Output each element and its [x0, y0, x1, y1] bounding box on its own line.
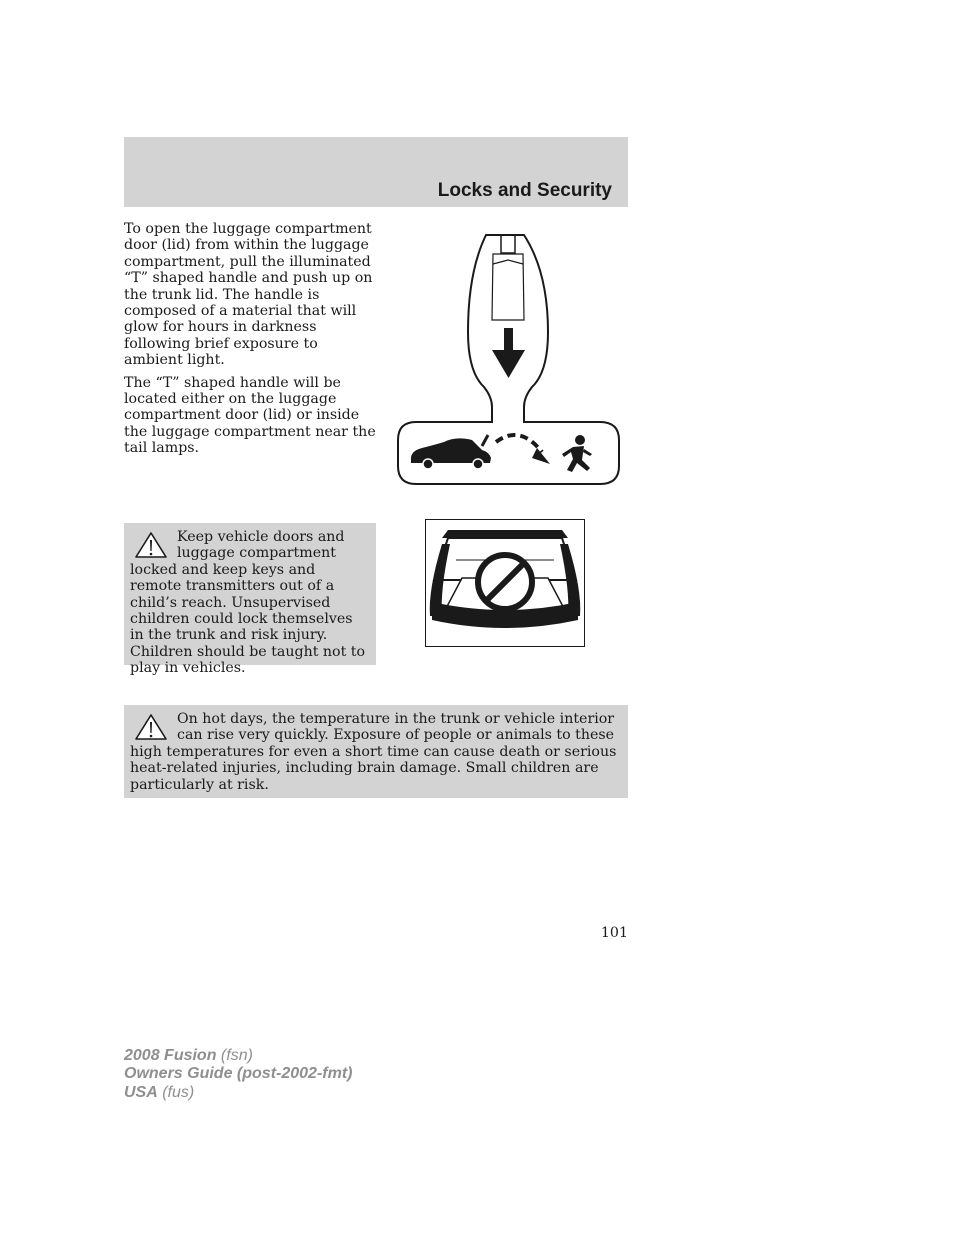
footer-line-guide: Owners Guide (post-2002-fmt) [124, 1065, 353, 1083]
t-handle-illustration [396, 232, 620, 486]
paragraph-1: To open the luggage compartment door (lid) from within the luggage compartment, pull the illuminated “T” shaped handle and push up on the trunk lid. The handle is composed of a material that will glow for hours in darkness following brief exposure to ambient light. [124, 221, 373, 369]
section-header-band [124, 137, 628, 207]
document-footer [124, 1047, 352, 1102]
paragraph-2: The “T” shaped handle will be located either on the luggage compartment door (lid) or inside the luggage compartment near the tail lamps. [124, 374, 376, 457]
warning-text: Keep vehicle doors and luggage compartment locked and keep keys and remote transmitters out of a child’s reach. Unsupervised children could lock themselves in the trunk and risk injury. Children should be taught not to play in vehicles. [130, 529, 366, 677]
footer-line-model: 2008 Fusion (fsn) [124, 1047, 253, 1064]
page-number: 101 [600, 925, 628, 941]
footer-line-market: USA (fus) [124, 1083, 195, 1101]
section-title: Locks and Security [437, 180, 612, 201]
warning-box-heat [124, 705, 628, 798]
warning-text: On hot days, the temperature in the trunk or vehicle interior can rise very quickly. Exposure of people or animals to these high temperatures for even a short time can cause death or serious heat-related injuries, including brain damage. Small children are particularly at risk. [130, 711, 617, 793]
trunk-no-symbol-illustration [425, 519, 585, 647]
warning-triangle-icon [134, 713, 168, 741]
body-text [124, 221, 379, 463]
warning-box-children [124, 523, 376, 677]
warning-triangle-icon [134, 531, 168, 559]
